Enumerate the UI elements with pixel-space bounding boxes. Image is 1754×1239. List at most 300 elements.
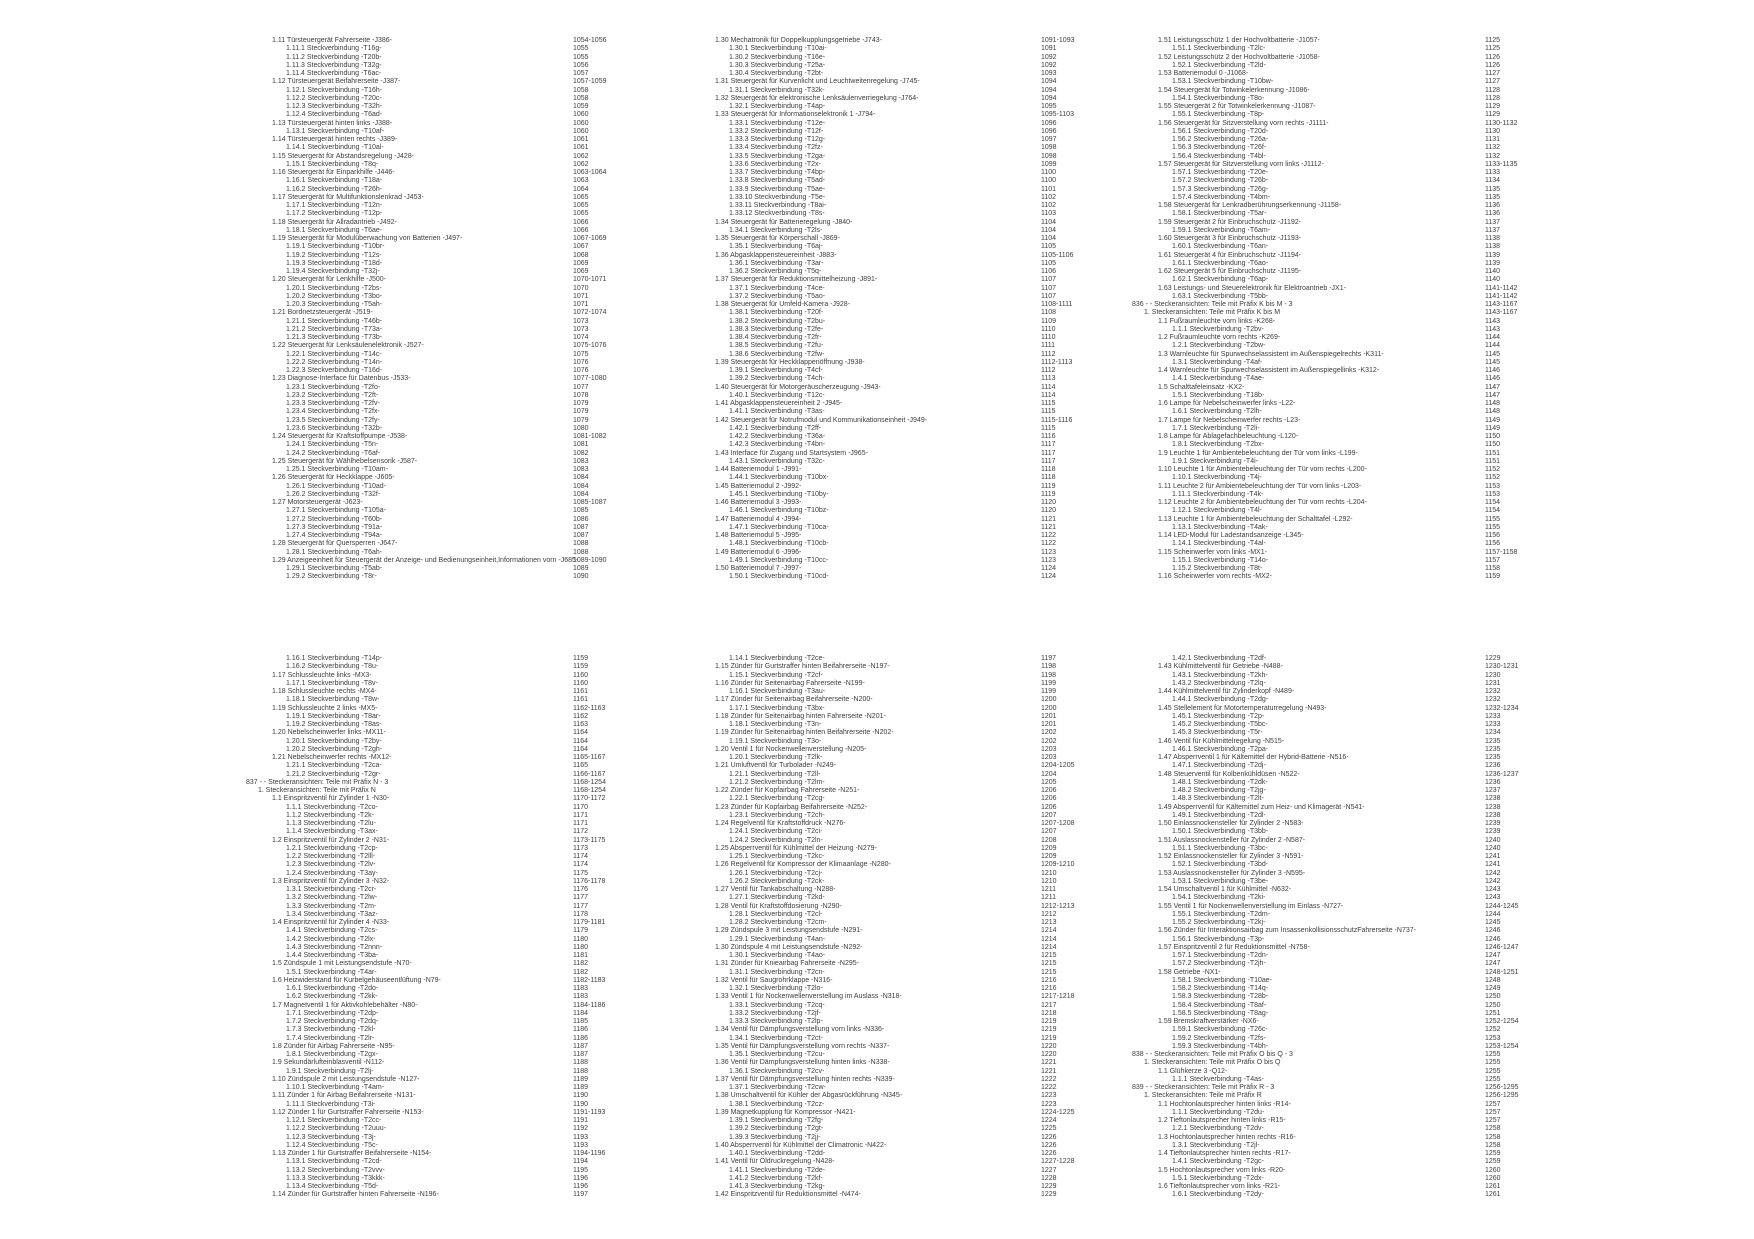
- index-entry-text: 1.23 Zünder für Kopfairbag Beifahrerseite -N252-: [715, 803, 868, 811]
- index-entry-text: 1.31 Steuergerät für Kurvenlicht und Leuchtweitenregelung -J745-: [715, 78, 920, 86]
- index-entry-row: [246, 334, 646, 342]
- page-number: 1137: [1485, 226, 1501, 234]
- index-entry-text: 1. Steckeransichten: Teile mit Präfix O bis Q: [1144, 1059, 1281, 1067]
- page-number: 1187: [573, 1051, 589, 1058]
- index-entry-row: [689, 870, 1119, 878]
- index-entry-text: 1.43.2 Steckverbindung -T2lq-: [1172, 679, 1266, 687]
- index-entry-row: [246, 400, 646, 408]
- index-entry-row: [689, 318, 1119, 326]
- index-entry-row: [689, 37, 1119, 45]
- index-entry-row: [689, 853, 1119, 861]
- page-number: 1260: [1485, 1174, 1501, 1182]
- index-entry-row: [1132, 993, 1572, 1001]
- index-entry-text: 1.56.1 Steckverbindung -T20d-: [1172, 127, 1269, 135]
- page-number: 1194: [573, 1158, 589, 1166]
- index-entry-text: 1.45 Batteriemodul 2 -J992-: [715, 482, 802, 490]
- page-number: 1255: [1485, 1059, 1501, 1067]
- index-entry-text: 1.16 Steuergerät für Einparkhilfe -J446-: [272, 169, 395, 176]
- index-entry-row: [689, 1068, 1119, 1076]
- index-entry-text: 1.1.4 Steckverbindung -T3ax-: [286, 828, 378, 836]
- index-entry-text: 1.12.3 Steckverbindung -T32h-: [286, 103, 383, 110]
- page-number: 1231: [1485, 679, 1501, 687]
- index-entry-text: 1.35 Ventil für Dämpfungsverstellung vorn rechts -N337-: [715, 1042, 890, 1050]
- index-entry-row: [1132, 1051, 1572, 1059]
- page-number: 1088: [573, 540, 589, 548]
- index-entry-row: [689, 1059, 1119, 1067]
- index-entry-text: 1.33.2 Steckverbindung -T2jf-: [729, 1009, 821, 1017]
- page-number: 1252: [1485, 1026, 1501, 1034]
- index-entry-row: [246, 177, 646, 185]
- index-entry-row: [246, 474, 646, 482]
- index-entry-text: 1.18.1 Steckverbindung -T6ae-: [286, 226, 383, 234]
- index-entry-row: [1132, 1150, 1572, 1158]
- index-entry-row: [1132, 1191, 1572, 1199]
- index-entry-text: 1.4.1 Steckverbindung -T4ae-: [1172, 375, 1265, 383]
- page-number: 1187: [573, 1042, 589, 1050]
- index-entry-row: [1132, 911, 1572, 919]
- index-entry-text: 1.31 Zünder für Knieairbag Fahrerseite -N295-: [715, 960, 859, 968]
- page-number: 1246: [1485, 927, 1501, 935]
- index-entry-text: 1.1 Glühkerze 3 -Q12-: [1158, 1067, 1228, 1075]
- index-entry-row: [246, 128, 646, 136]
- index-entry-text: 1.37.1 Steckverbindung -T2cw-: [729, 1084, 826, 1091]
- index-entry-row: [246, 1010, 646, 1018]
- index-entry-text: 1.14.1 Steckverbindung -T10al-: [286, 144, 384, 152]
- index-entry-text: 1.21 Bordnetzsteuergerät -J519-: [272, 309, 373, 317]
- page-number: 1062: [573, 152, 589, 160]
- page-number: 1226: [1041, 1133, 1057, 1141]
- page-number: 1096: [1041, 119, 1057, 127]
- page-number: 1059: [573, 103, 589, 110]
- page-number: 1149: [1485, 424, 1501, 432]
- index-entry-row: [689, 194, 1119, 202]
- index-entry-row: [246, 1175, 646, 1183]
- page-number: 1068: [573, 251, 589, 259]
- page-number: 1155: [1485, 523, 1501, 531]
- index-entry-text: 1.14 LED-Modul für Ladestandsanzeige -L345-: [1158, 532, 1304, 539]
- index-entry-text: 1.45.2 Steckverbindung -T5bc-: [1172, 721, 1268, 728]
- index-entry-text: 1.13.3 Steckverbindung -T3kkk-: [286, 1174, 385, 1182]
- index-entry-row: [246, 936, 646, 944]
- index-entry-text: 1.47 Batteriemodul 4 -J994-: [715, 515, 802, 523]
- index-entry-text: 1.34.1 Steckverbindung -T2ct-: [729, 1034, 823, 1042]
- index-entry-text: 1.22.1 Steckverbindung -T2cg-: [729, 795, 825, 803]
- index-entry-text: 1.31.1 Steckverbindung -T2cn-: [729, 968, 825, 976]
- index-entry-text: 1.1 Fußraumleuchte vorn links -K268-: [1158, 317, 1276, 325]
- index-entry-text: 1.40.1 Steckverbindung -T2dd-: [729, 1150, 826, 1157]
- index-entry-row: [1132, 1043, 1572, 1051]
- index-entry-text: 1.28.2 Steckverbindung -T2cm-: [729, 919, 827, 926]
- index-entry-text: 1.14.1 Steckverbindung -T4al-: [1172, 540, 1266, 548]
- index-entry-text: 1.9.1 Steckverbindung -T4i-: [1172, 457, 1258, 465]
- index-entry-text: 1.57 Steuergerät für Sitzverstellung vorn links -J1112-: [1158, 160, 1324, 168]
- page-number: 1070-1071: [573, 276, 607, 284]
- index-entry-text: 1.37 Ventil für Dämpfungsverstellung hinten rechts -N339-: [715, 1075, 895, 1083]
- index-entry-text: 1.48 Batteriemodul 5 -J995-: [715, 532, 802, 539]
- index-entry-row: [246, 688, 646, 696]
- index-entry-row: [246, 441, 646, 449]
- page-number: 1098: [1041, 144, 1057, 152]
- index-entry-text: 1.2.1 Steckverbindung -T2bw-: [1172, 342, 1266, 350]
- page-number: 1105-1106: [1041, 251, 1074, 259]
- index-entry-text: 1.50.1 Steckverbindung -T10cd-: [729, 573, 829, 581]
- page-number: 1139: [1485, 259, 1501, 267]
- page-number: 1230: [1485, 671, 1501, 679]
- index-entry-text: 1.24.2 Steckverbindung -T2ln-: [729, 836, 823, 844]
- page-number: 1226: [1041, 1141, 1057, 1149]
- page-number: 1065: [573, 210, 589, 218]
- index-entry-text: 1.27 Motorsteuergerät -J623-: [272, 499, 363, 506]
- index-entry-text: 1.55 Ventil 1 für Nockenwellenverstellung im Einlass -N727-: [1158, 902, 1344, 910]
- page-number: 1105: [1041, 243, 1057, 251]
- index-entry-text: 1.7.4 Steckverbindung -T2lr-: [286, 1034, 375, 1042]
- index-entry-text: 1.21 Umluftventil für Turbolader -N249-: [715, 762, 836, 770]
- index-entry-row: [1132, 886, 1572, 894]
- index-entry-text: 1.33.3 Steckverbindung -T12g-: [729, 136, 826, 143]
- page-number: 1057-1059: [573, 78, 607, 86]
- index-entry-row: [689, 1134, 1119, 1142]
- index-entry-row: [246, 87, 646, 95]
- index-entry-row: [246, 795, 646, 803]
- page-number: 1152: [1485, 474, 1501, 482]
- page-number: 1077-1080: [573, 375, 607, 383]
- index-entry-text: 1.34 Ventil für Dämpfungsverstellung vorn links -N336-: [715, 1026, 885, 1034]
- index-entry-row: [1132, 1026, 1572, 1034]
- index-entry-text: 1.27.3 Steckverbindung -T91a-: [286, 523, 383, 531]
- index-entry-text: 1.59.1 Steckverbindung -T6am-: [1172, 226, 1271, 234]
- index-entry-text: 1.14 Zünder für Gurtstraffer hinten Fahrerseite -N196-: [272, 1191, 439, 1199]
- index-entry-text: 1.22 Steuergerät für Lenksäulenelektronik -J527-: [272, 342, 424, 350]
- page-number: 1173: [573, 844, 589, 852]
- page-number: 1243: [1485, 886, 1501, 893]
- index-entry-row: [1132, 483, 1572, 491]
- index-entry-text: 1.19.2 Steckverbindung -T12s-: [286, 251, 382, 259]
- index-entry-row: [689, 911, 1119, 919]
- index-entry-row: [246, 235, 646, 243]
- index-entry-row: [689, 1051, 1119, 1059]
- page-number: 1117: [1041, 441, 1056, 449]
- index-entry-row: [689, 1092, 1119, 1100]
- page-number: 1138: [1485, 243, 1501, 251]
- index-entry-text: 1.59.2 Steckverbindung -T2fs-: [1172, 1034, 1266, 1042]
- index-entry-row: [1132, 54, 1572, 62]
- page-number: 1061: [573, 144, 589, 152]
- page-number: 1085-1087: [573, 499, 607, 506]
- index-entry-row: [1132, 309, 1572, 317]
- index-entry-text: 1.56.2 Steckverbindung -T26a-: [1172, 136, 1269, 143]
- index-entry-row: [1132, 696, 1572, 704]
- index-entry-row: [689, 771, 1119, 779]
- page-number: 1156: [1485, 540, 1501, 548]
- page-number: 1145: [1485, 350, 1501, 358]
- index-entry-row: [689, 1191, 1119, 1199]
- page-number: 1066: [573, 226, 589, 234]
- index-entry-row: [246, 861, 646, 869]
- index-entry-text: 1.2 Einspritzventil für Zylinder 2 -N31-: [272, 836, 390, 844]
- page-number: 1148: [1485, 400, 1501, 407]
- index-entry-row: [1132, 219, 1572, 227]
- index-entry-row: [246, 1068, 646, 1076]
- index-entry-text: 1.7.1 Steckverbindung -T2li-: [1172, 424, 1260, 432]
- index-entry-row: [246, 903, 646, 911]
- page-number: 1170-1172: [573, 795, 606, 803]
- index-entry-row: [1132, 738, 1572, 746]
- page-number: 1197: [1041, 655, 1057, 662]
- page-number: 1121: [1041, 515, 1057, 523]
- index-entry-row: [689, 128, 1119, 136]
- index-entry-text: 1.11 Leuchte 2 für Ambientebeleuchtung der Tür vorn links -L203-: [1158, 482, 1362, 490]
- index-entry-row: [246, 1051, 646, 1059]
- page-number: 1252-1254: [1485, 1018, 1519, 1025]
- index-entry-row: [246, 417, 646, 425]
- index-entry-row: [1132, 62, 1572, 70]
- index-entry-text: 1.4 Warnleuchte für Spurwechselassistent im Außenspiegellinks -K312-: [1158, 367, 1380, 374]
- page-number: 1182: [573, 968, 589, 976]
- index-entry-text: 1.37.2 Steckverbindung -T5ao-: [729, 292, 826, 300]
- index-entry-text: 1.21.2 Steckverbindung -T2lm-: [729, 778, 825, 786]
- index-entry-row: [246, 483, 646, 491]
- page-number: 1129: [1485, 103, 1501, 110]
- page-number: 1145: [1485, 358, 1501, 366]
- page-number: 1196: [573, 1183, 589, 1190]
- index-entry-row: [246, 252, 646, 260]
- page-number: 1067-1069: [573, 235, 607, 242]
- page-number: 1196: [573, 1174, 589, 1182]
- index-entry-row: [689, 985, 1119, 993]
- page-number: 1118: [1041, 474, 1056, 482]
- page-number: 1091-1093: [1041, 37, 1075, 44]
- page-number: 1122: [1041, 532, 1057, 539]
- page-number: 1086: [573, 515, 589, 523]
- page-number: 1077: [573, 383, 589, 391]
- page-number: 1092: [1041, 61, 1057, 69]
- index-entry-text: 1.29 Anzeigeeinheit für Steuergerät der Anzeige- und Bedienungseinheit,Informationen vorn -J685-: [272, 556, 579, 564]
- index-entry-row: [689, 45, 1119, 53]
- index-entry-row: [689, 177, 1119, 185]
- index-entry-row: [1132, 729, 1572, 737]
- index-entry-text: 1.58 Getriebe -NX1-: [1158, 968, 1221, 976]
- index-entry-row: [689, 367, 1119, 375]
- page-number: 1253: [1485, 1034, 1501, 1042]
- page-number: 1124: [1041, 573, 1057, 581]
- index-entry-row: [1132, 202, 1572, 210]
- index-entry-row: [689, 672, 1119, 680]
- index-entry-row: [1132, 1125, 1572, 1133]
- page-number: 1159: [1485, 573, 1501, 581]
- index-entry-row: [1132, 392, 1572, 400]
- index-entry-text: 1.55.1 Steckverbindung -T8p-: [1172, 111, 1265, 119]
- page-number: 1205: [1041, 778, 1057, 786]
- index-entry-row: [1132, 549, 1572, 557]
- index-entry-row: [689, 309, 1119, 317]
- index-entry-row: [246, 696, 646, 704]
- index-entry-row: [1132, 466, 1572, 474]
- index-entry-text: 1.33.12 Steckverbindung -T8s-: [729, 210, 825, 218]
- index-entry-row: [689, 540, 1119, 548]
- index-entry-row: [1132, 111, 1572, 119]
- page-number: 1089-1090: [573, 556, 607, 564]
- index-entry-row: [246, 729, 646, 737]
- index-entry-row: [689, 491, 1119, 499]
- index-entry-text: 1.53.1 Steckverbindung -T10bw-: [1172, 78, 1274, 86]
- index-entry-text: 1.42.1 Steckverbindung -T2df-: [1172, 655, 1267, 662]
- page-number: 1192: [573, 1125, 589, 1133]
- page-number: 1173-1175: [573, 836, 606, 844]
- page-number: 1207-1208: [1041, 820, 1075, 827]
- index-entry-text: 1.26.1 Steckverbindung -T10ad-: [286, 482, 387, 490]
- index-entry-text: 1.33.11 Steckverbindung -T8ai-: [729, 202, 827, 209]
- index-entry-text: 1.15 Scheinwerfer vorn links -MX1-: [1158, 548, 1267, 556]
- page-number: 1058: [573, 94, 589, 102]
- page-number: 1115: [1041, 424, 1056, 432]
- page-number: 1054-1056: [573, 37, 607, 44]
- index-entry-row: [1132, 268, 1572, 276]
- page-number: 1166-1167: [573, 770, 606, 778]
- page-number: 1087: [573, 523, 589, 531]
- page-number: 1107: [1041, 284, 1057, 292]
- page-number: 1165-1167: [573, 754, 606, 761]
- page-number: 1256-1295: [1485, 1092, 1519, 1100]
- index-entry-row: [1132, 705, 1572, 713]
- page-number: 1063-1064: [573, 169, 607, 176]
- index-entry-text: 1.30.4 Steckverbindung -T2bt-: [729, 70, 824, 77]
- index-entry-row: [246, 820, 646, 828]
- index-entry-row: [689, 417, 1119, 425]
- index-entry-text: 1.22 Zünder für Kopfairbag Fahrerseite -N251-: [715, 787, 860, 794]
- index-entry-row: [1132, 1068, 1572, 1076]
- page-number: 1143-1167: [1485, 301, 1518, 308]
- index-entry-text: 1.12 Leuchte 2 für Ambientebeleuchtung der Tür vorn rechts -L204-: [1158, 499, 1367, 506]
- index-entry-row: [1132, 458, 1572, 466]
- index-entry-text: 1.3.2 Steckverbindung -T2lw-: [286, 894, 378, 902]
- index-entry-row: [689, 120, 1119, 128]
- index-entry-text: 1.51 Auslassnockensteller für Zylinder 2 -N587-: [1158, 836, 1306, 844]
- index-entry-row: [689, 936, 1119, 944]
- page-number: 1055: [573, 45, 589, 53]
- index-entry-row: [1132, 169, 1572, 177]
- index-entry-text: 839 - - Steckeransichten: Teile mit Präfix R - 3: [1132, 1084, 1275, 1091]
- page-number: 1224-1225: [1041, 1108, 1075, 1116]
- index-entry-text: 1.1 Einspritzventil für Zylinder 1 -N30-: [272, 795, 390, 803]
- index-entry-row: [689, 268, 1119, 276]
- page-number: 1100: [1041, 169, 1057, 176]
- page-number: 1084: [573, 474, 589, 482]
- index-entry-text: 1.21.2 Steckverbindung -T2gr-: [286, 770, 381, 778]
- index-entry-row: [246, 952, 646, 960]
- index-entry-row: [246, 1109, 646, 1117]
- page-number: 1244: [1485, 910, 1501, 918]
- index-entry-row: [1132, 532, 1572, 540]
- page-number: 1097: [1041, 136, 1057, 143]
- index-entry-text: 1.5 Zündspule 1 mit Leistungsendstufe -N70-: [272, 960, 412, 968]
- index-entry-row: [1132, 894, 1572, 902]
- page-number: 1210: [1041, 869, 1057, 877]
- page-number: 1246: [1485, 935, 1501, 943]
- index-entry-row: [1132, 144, 1572, 152]
- index-entry-row: [246, 268, 646, 276]
- index-entry-row: [1132, 516, 1572, 524]
- index-entry-text: 1.33.1 Steckverbindung -T12e-: [729, 119, 826, 127]
- page-number: 1176-1178: [573, 877, 606, 885]
- page-number: 1128: [1485, 94, 1501, 102]
- index-entry-text: 1.23.2 Steckverbindung -T2ft-: [286, 391, 379, 399]
- index-entry-row: [689, 54, 1119, 62]
- index-entry-text: 836 - - Steckeransichten: Teile mit Präfix K bis M - 3: [1132, 301, 1293, 308]
- index-entry-text: 1.53 Batteriemodul 0 -J1068-: [1158, 70, 1249, 77]
- page-number: 1107: [1041, 276, 1057, 284]
- index-entry-text: 1.29.2 Steckverbindung -T8r-: [286, 573, 377, 581]
- index-entry-row: [246, 1134, 646, 1142]
- index-entry-row: [246, 1167, 646, 1175]
- page-number: 1221: [1041, 1067, 1057, 1075]
- index-entry-text: 1.12.2 Steckverbindung -T2uuu-: [286, 1125, 387, 1133]
- index-entry-row: [246, 746, 646, 754]
- index-entry-row: [689, 894, 1119, 902]
- page-number: 1214: [1041, 935, 1057, 943]
- index-entry-text: 1.19.1 Steckverbindung -T3o-: [729, 737, 822, 745]
- index-entry-text: 1.53.1 Steckverbindung -T3be-: [1172, 877, 1269, 885]
- index-entry-row: [246, 853, 646, 861]
- page-number: 1216: [1041, 976, 1057, 984]
- index-entry-text: 1.14 Türsteuergerät hinten rechts -J389-: [272, 136, 398, 143]
- index-entry-row: [689, 738, 1119, 746]
- index-entry-row: [246, 392, 646, 400]
- page-number: 1179-1181: [573, 919, 606, 926]
- index-entry-row: [246, 540, 646, 548]
- index-entry-row: [246, 1059, 646, 1067]
- index-entry-row: [246, 779, 646, 787]
- index-entry-row: [689, 532, 1119, 540]
- index-entry-text: 1.53 Auslassnockensteller für Zylinder 3 -N595-: [1158, 869, 1306, 877]
- index-entry-text: 1.12 Zünder 1 für Gurtstraffer Fahrerseite -N153-: [272, 1108, 424, 1116]
- index-entry-row: [246, 136, 646, 144]
- index-entry-row: [689, 655, 1119, 663]
- page-number: 1120: [1041, 507, 1057, 515]
- index-entry-text: 1.19 Steuergerät für Modulüberwachung von Batterien -J497-: [272, 235, 463, 242]
- index-entry-row: [246, 326, 646, 334]
- index-entry-row: [689, 450, 1119, 458]
- index-entry-row: [689, 557, 1119, 565]
- index-entry-text: 1.60 Steuergerät 3 für Einbruchschutz -J1193-: [1158, 235, 1302, 242]
- index-entry-text: 1.23.1 Steckverbindung -T2ch-: [729, 811, 825, 819]
- page-number: 1232-1234: [1485, 704, 1519, 712]
- index-entry-row: [1132, 120, 1572, 128]
- index-entry-text: 1.2.3 Steckverbindung -T2lv-: [286, 861, 376, 869]
- page-number: 1249: [1485, 985, 1501, 992]
- page-number: 1073: [573, 317, 589, 325]
- index-entry-row: [689, 696, 1119, 704]
- index-entry-text: 1.16.2 Steckverbindung -T26h-: [286, 185, 383, 193]
- page-number: 1078: [573, 391, 589, 399]
- index-entry-row: [689, 713, 1119, 721]
- page-number: 1067: [573, 243, 589, 251]
- index-entry-text: 1.22.2 Steckverbindung -T14n-: [286, 358, 383, 366]
- index-entry-row: [1132, 425, 1572, 433]
- index-entry-row: [689, 1117, 1119, 1125]
- page-number: 1057: [573, 70, 589, 77]
- index-entry-row: [1132, 285, 1572, 293]
- page-number: 1157: [1485, 556, 1501, 564]
- page-number: 1123: [1041, 548, 1057, 556]
- index-entry-text: 1.33.3 Steckverbindung -T2lp-: [729, 1018, 823, 1025]
- index-entry-text: 1.59 Bremskraftverstärker -NX6-: [1158, 1018, 1259, 1025]
- index-entry-row: [246, 433, 646, 441]
- index-entry-text: 1.13.2 Steckverbindung -T2vvv-: [286, 1166, 385, 1174]
- page-number: 1131: [1485, 136, 1501, 143]
- index-entry-row: [246, 499, 646, 507]
- page-number: 1258: [1485, 1125, 1501, 1133]
- index-entry-text: 1.21.2 Steckverbindung -T73a-: [286, 325, 383, 333]
